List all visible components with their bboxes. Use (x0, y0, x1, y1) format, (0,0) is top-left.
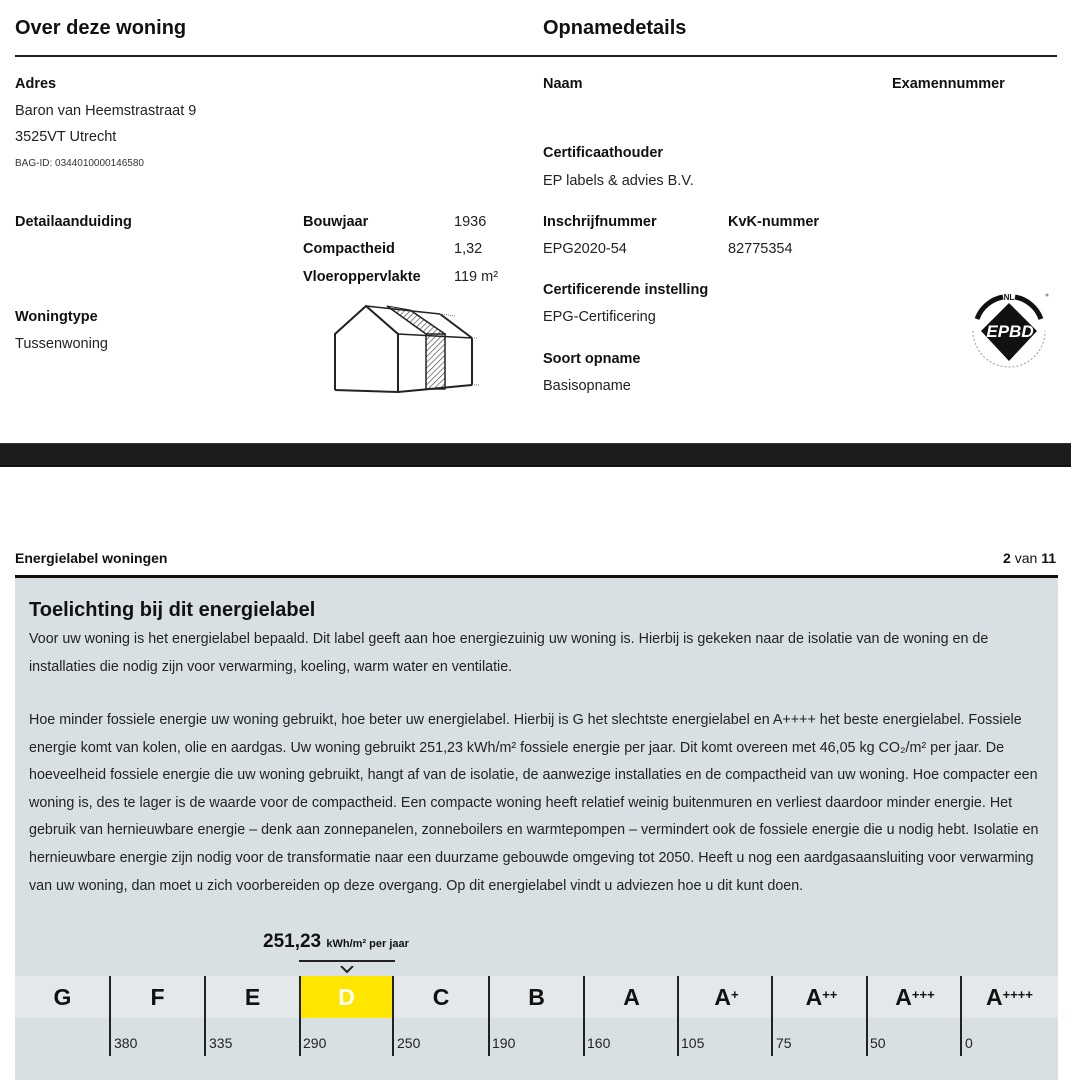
label-b: B (528, 983, 545, 1010)
scale-divider (204, 976, 206, 1056)
scale-divider (771, 976, 773, 1056)
soort-opname-value: Basisopname (543, 378, 631, 394)
section-title-woning: Over deze woning (15, 17, 187, 39)
scale-divider (866, 976, 868, 1056)
label-f: F (150, 983, 165, 1010)
page-header-title: Energielabel woningen (15, 550, 168, 566)
adres-line2: 3525VT Utrecht (15, 129, 117, 145)
epbd-logo-icon (963, 285, 1055, 377)
kvk-label: KvK-nummer (728, 214, 820, 230)
woningtype-label: Woningtype (15, 309, 98, 325)
label-g: G (53, 983, 72, 1010)
threshold-0: 0 (965, 1035, 973, 1051)
certificaathouder-value: EP labels & advies B.V. (543, 173, 694, 189)
label-a-2plus: A ++ (805, 983, 838, 1010)
divider (529, 55, 1057, 57)
examennummer-value-redacted (892, 103, 972, 117)
label-c: C (432, 983, 450, 1010)
inschrijfnummer-value: EPG2020-54 (543, 241, 627, 257)
scale-divider (109, 976, 111, 1056)
label-a-3plus: A +++ (895, 983, 935, 1010)
page-number (1003, 550, 1056, 566)
certificerende-instelling-value: EPG-Certificering (543, 309, 656, 325)
page-total: 11 (1041, 550, 1056, 566)
svg-text:NL: NL (1003, 293, 1015, 302)
section-title-opname: Opnamedetails (543, 17, 687, 39)
energy-value-label (263, 931, 409, 953)
svg-text:EPBD: EPBD (986, 322, 1034, 341)
detailaanduiding-label: Detailaanduiding (15, 214, 132, 230)
scale-divider (960, 976, 962, 1056)
scale-divider (583, 976, 585, 1056)
threshold-105: 105 (681, 1035, 705, 1051)
page-current: 2 (1003, 550, 1011, 566)
toelichting-title: Toelichting bij dit energielabel (29, 599, 316, 621)
naam-value-redacted (543, 103, 643, 117)
label-a-4plus: A ++++ (986, 983, 1033, 1010)
energy-unit: kWh/m² per jaar (326, 938, 409, 950)
toelichting-paragraph-2: Hoe minder fossiele energie uw woning gebruikt, hoe beter uw energielabel. Hierbij is G het slechtste energielabel en A++++ het beste energielabel. Fossiele energie komt van kolen, olie en aardgas. Uw woning gebruikt 251,23 kWh/m² fossiele energie per jaar. Dit komt overeen met 46,05 kg CO₂/m² per jaar. De hoeveelheid fossiele energie die uw woning gebruikt, hangt af van de isolatie, de aanwezige installaties en de compactheid van uw woning. Hoe compacter een woning is, des te lager is de waarde voor de compactheid. Een compacte woning heeft relatief weinig buitenmuren en verliest daardoor minder energie. Het gebruik van hernieuwbare energie – denk aan zonnepanelen, zonneboilers en warmtepompen – vermindert ook de fossiele energie die u nodig hebt. Isolatie en hernieuwbare energie zijn nodig voor de transformatie naar een duurzame gebouwde omgeving tot 2050. Heeft u nog een aardgasaansluiting voor verwarming van uw woning, dan moet u zich voorbereiden op deze overgang. Op dit energielabel vindt u adviezen hoe u dit kunt doen. (29, 712, 1039, 894)
inschrijfnummer-label: Inschrijfnummer (543, 214, 657, 230)
scale-divider (392, 976, 394, 1056)
threshold-250: 250 (397, 1035, 421, 1051)
threshold-75: 75 (776, 1035, 792, 1051)
bag-id: BAG-ID: 0344010000146580 (15, 158, 144, 169)
soort-opname-label: Soort opname (543, 351, 641, 367)
label-a: A (623, 983, 640, 1010)
scale-divider (488, 976, 490, 1056)
adres-line1: Baron van Heemstrastraat 9 (15, 103, 197, 119)
vloeroppervlakte-label: Vloeroppervlakte (303, 269, 421, 285)
compactheid-value: 1,32 (454, 241, 483, 257)
compactheid-label: Compactheid (303, 241, 395, 257)
label-a-plus: A + (714, 983, 739, 1010)
adres-label: Adres (15, 76, 57, 92)
scale-divider (299, 976, 301, 1056)
energy-value: 251,23 (263, 931, 322, 952)
page-sep: van (1014, 550, 1038, 566)
terraced-house-icon (330, 300, 485, 395)
threshold-160: 160 (587, 1035, 611, 1051)
label-e: E (244, 983, 261, 1010)
naam-label: Naam (543, 76, 583, 92)
bouwjaar-value: 1936 (454, 214, 487, 230)
threshold-290: 290 (303, 1035, 327, 1051)
label-d-active: D (300, 976, 393, 1018)
threshold-380: 380 (114, 1035, 138, 1051)
certificaathouder-label: Certificaathouder (543, 145, 664, 161)
kvk-value: 82775354 (728, 241, 793, 257)
bouwjaar-label: Bouwjaar (303, 214, 369, 230)
value-pointer-icon (340, 961, 354, 969)
threshold-190: 190 (492, 1035, 516, 1051)
page-separator-band (0, 443, 1071, 467)
threshold-335: 335 (209, 1035, 233, 1051)
woningtype-value: Tussenwoning (15, 336, 108, 352)
divider (15, 55, 529, 57)
scale-divider (677, 976, 679, 1056)
vloeroppervlakte-value: 119 m² (454, 269, 499, 285)
toelichting-paragraph-1: Voor uw woning is het energielabel bepaald. Dit label geeft aan hoe energiezuinig uw woning is. Hierbij is gekeken naar de isolatie van de woning en de installaties die nodig zijn voor verwarming, koeling, warm water en ventilatie. (29, 631, 989, 675)
examennummer-label: Examennummer (892, 76, 1005, 92)
certificerende-instelling-label: Certificerende instelling (543, 282, 709, 298)
threshold-50: 50 (870, 1035, 886, 1051)
